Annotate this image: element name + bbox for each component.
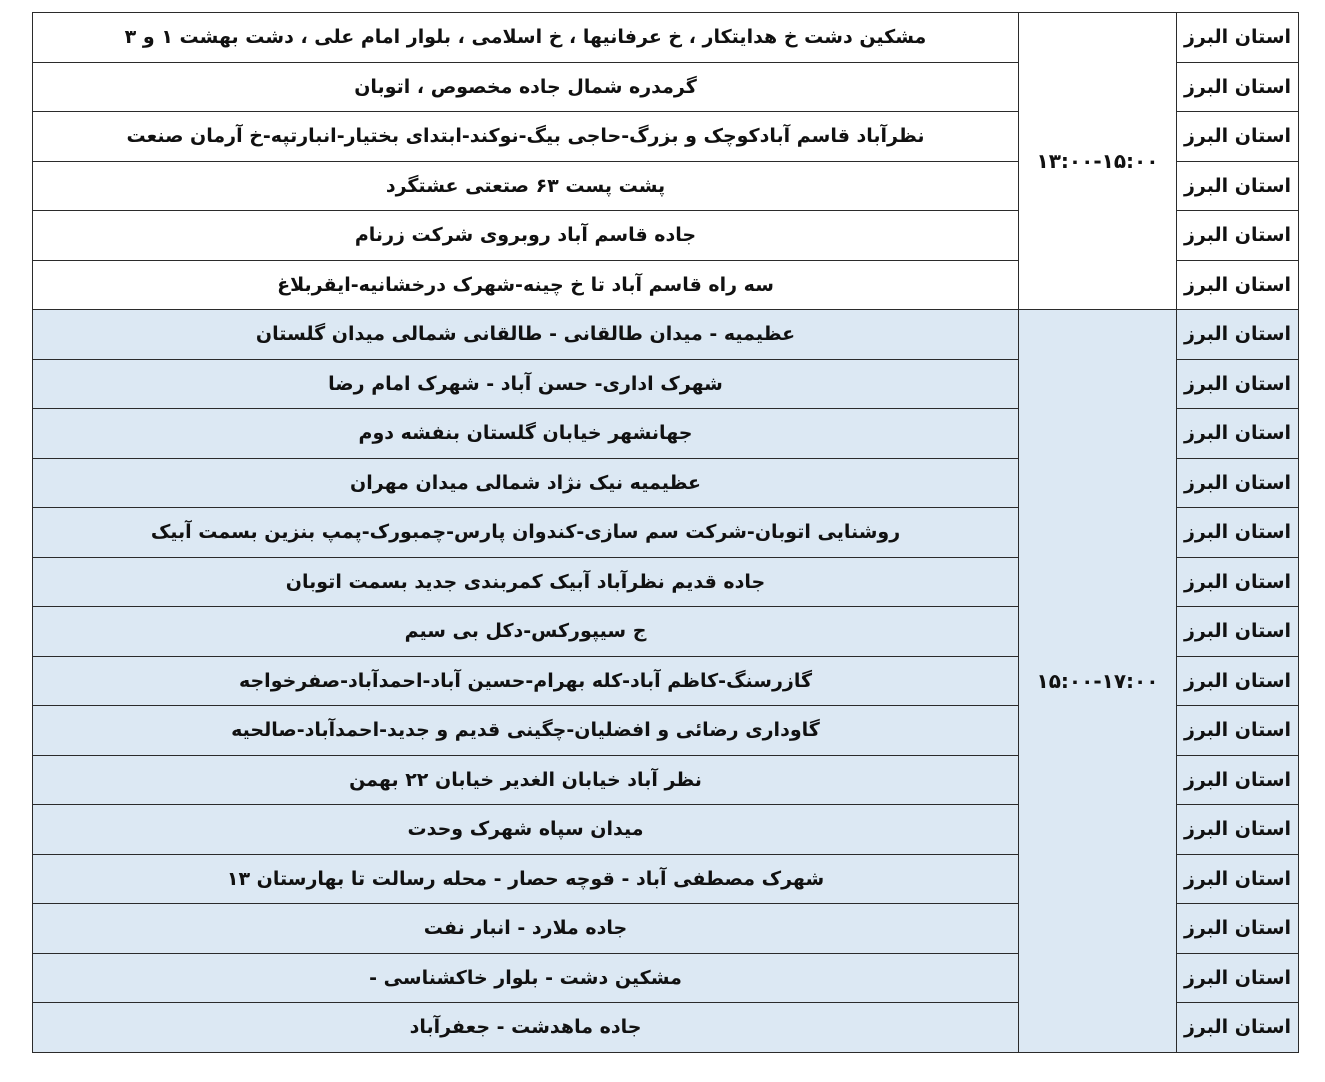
province-cell: استان البرز bbox=[1177, 706, 1299, 756]
area-cell: جاده قدیم نظرآباد آبیک کمربندی جدید بسمت اتوبان bbox=[33, 557, 1019, 607]
province-cell: استان البرز bbox=[1177, 211, 1299, 261]
province-cell: استان البرز bbox=[1177, 359, 1299, 409]
area-cell: جاده ماهدشت - جعفرآباد bbox=[33, 1003, 1019, 1053]
area-cell: مشکین دشت خ هدایتکار ، خ عرفانیها ، خ اسلامی ، بلوار امام علی ، دشت بهشت ۱ و ۳ bbox=[33, 13, 1019, 63]
area-cell: جاده قاسم آباد روبروی شرکت زرنام bbox=[33, 211, 1019, 261]
table-row bbox=[33, 310, 1299, 360]
province-cell: استان البرز bbox=[1177, 1003, 1299, 1053]
time-range-cell: ۱۵:۰۰-۱۷:۰۰ bbox=[1019, 310, 1177, 1053]
province-cell: استان البرز bbox=[1177, 161, 1299, 211]
area-cell: جهانشهر خیابان گلستان بنفشه دوم bbox=[33, 409, 1019, 459]
province-cell: استان البرز bbox=[1177, 755, 1299, 805]
area-cell: گاوداری رضائی و افضلیان-چگینی قدیم و جدید-احمدآباد-صالحیه bbox=[33, 706, 1019, 756]
area-cell: روشنایی اتوبان-شرکت سم سازی-کندوان پارس-چمبورک-پمپ بنزین بسمت آبیک bbox=[33, 508, 1019, 558]
area-cell: گرمدره شمال جاده مخصوص ، اتوبان bbox=[33, 62, 1019, 112]
province-cell: استان البرز bbox=[1177, 953, 1299, 1003]
province-cell: استان البرز bbox=[1177, 62, 1299, 112]
area-cell: نظر آباد خیابان الغدیر خیابان ۲۲ بهمن bbox=[33, 755, 1019, 805]
province-cell: استان البرز bbox=[1177, 904, 1299, 954]
province-cell: استان البرز bbox=[1177, 805, 1299, 855]
area-cell: ج سیپورکس-دکل بی سیم bbox=[33, 607, 1019, 657]
area-cell: پشت پست ۶۳ صتعتی عشتگرد bbox=[33, 161, 1019, 211]
province-cell: استان البرز bbox=[1177, 854, 1299, 904]
province-cell: استان البرز bbox=[1177, 112, 1299, 162]
area-cell: شهرک مصطفی آباد - قوچه حصار - محله رسالت تا بهارستان ۱۳ bbox=[33, 854, 1019, 904]
province-cell: استان البرز bbox=[1177, 557, 1299, 607]
province-cell: استان البرز bbox=[1177, 607, 1299, 657]
area-cell: سه راه قاسم آباد تا خ چینه-شهرک درخشانیه-ایقربلاغ bbox=[33, 260, 1019, 310]
area-cell: نظرآباد قاسم آبادکوچک و بزرگ-حاجی بیگ-نوکند-ابتدای بختیار-انبارتپه-خ آرمان صنعت bbox=[33, 112, 1019, 162]
province-cell: استان البرز bbox=[1177, 458, 1299, 508]
area-cell: شهرک اداری- حسن آباد - شهرک امام رضا bbox=[33, 359, 1019, 409]
area-cell: عظیمیه - میدان طالقانی - طالقانی شمالی میدان گلستان bbox=[33, 310, 1019, 360]
province-cell: استان البرز bbox=[1177, 260, 1299, 310]
table-row bbox=[33, 13, 1299, 63]
province-cell: استان البرز bbox=[1177, 508, 1299, 558]
area-cell: مشکین دشت - بلوار خاکشناسی - bbox=[33, 953, 1019, 1003]
time-range-cell: ۱۳:۰۰-۱۵:۰۰ bbox=[1019, 13, 1177, 310]
area-cell: جاده ملارد - انبار نفت bbox=[33, 904, 1019, 954]
province-cell: استان البرز bbox=[1177, 310, 1299, 360]
province-cell: استان البرز bbox=[1177, 656, 1299, 706]
province-cell: استان البرز bbox=[1177, 409, 1299, 459]
outage-schedule-table bbox=[32, 12, 1299, 1053]
area-cell: عظیمیه نیک نژاد شمالی میدان مهران bbox=[33, 458, 1019, 508]
area-cell: گازرسنگ-کاظم آباد-کله بهرام-حسین آباد-احمدآباد-صفرخواجه bbox=[33, 656, 1019, 706]
area-cell: میدان سپاه شهرک وحدت bbox=[33, 805, 1019, 855]
province-cell: استان البرز bbox=[1177, 13, 1299, 63]
